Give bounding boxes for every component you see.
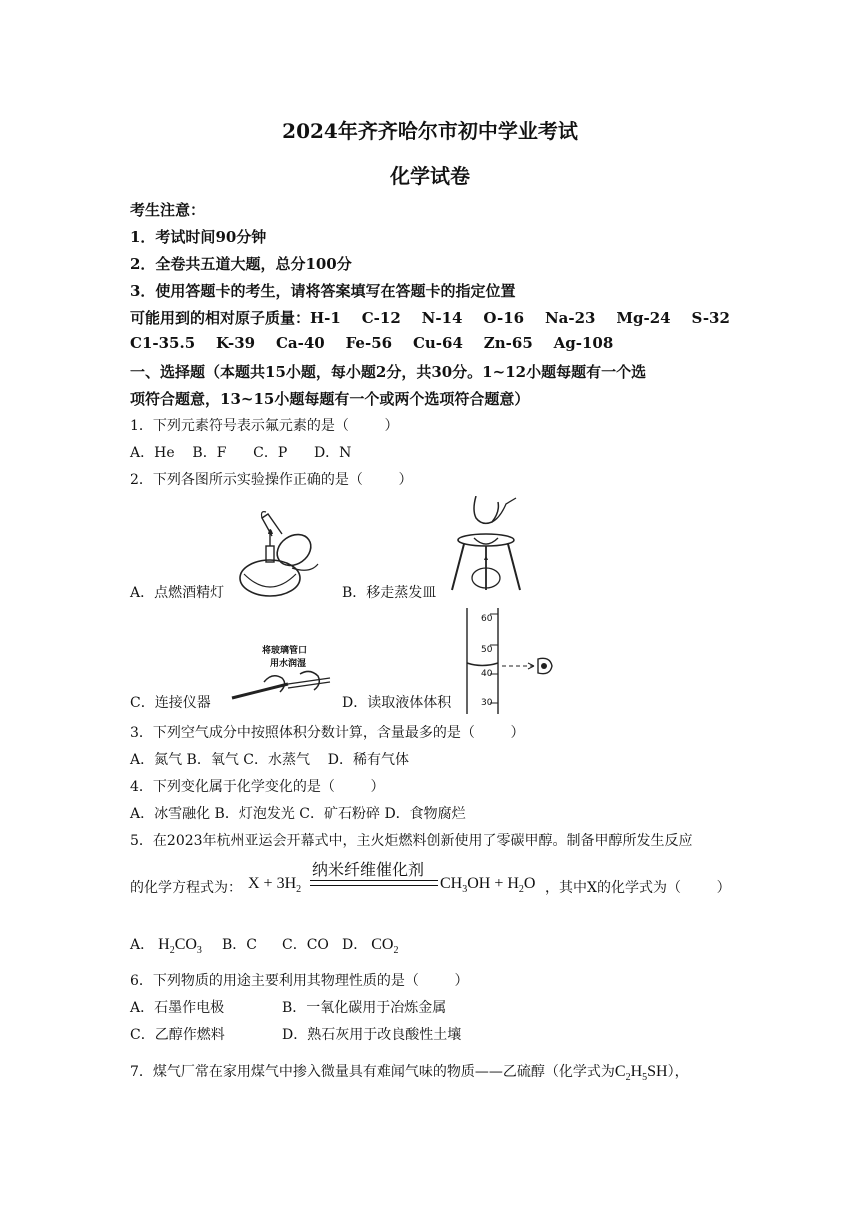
question-6-option-b: B．一氧化碳用于冶炼金属 — [282, 1000, 447, 1016]
question-6-option-c: C．乙醇作燃料 — [130, 1027, 225, 1043]
equation-catalyst: 纳米纤维催化剂 — [312, 860, 425, 879]
cylinder-tick-label: 30 — [481, 698, 493, 708]
notice-item: 2．全卷共五道大题，总分100分 — [130, 255, 352, 273]
question-2-option-c: C．连接仪器 — [130, 695, 211, 711]
question-4-options: A．冰雪融化 B．灯泡发光 C．矿石粉碎 D．食物腐烂 — [130, 806, 466, 822]
equation-reactants: $X + 3H_2$ — [248, 875, 302, 896]
exam-title: 2024年齐齐哈尔市初中学业考试 — [282, 119, 578, 143]
exam-subtitle: 化学试卷 — [390, 164, 470, 188]
section-heading-line2: 项符合题意，13~15小题每题有一个或两个选项符合题意） — [130, 390, 530, 408]
figure-c-label-2: 用水润湿 — [270, 659, 307, 669]
atomic-masses-line1: 可能用到的相对原子质量：H-1 C-12 N-14 O-16 Na-23 Mg-24 S-32 — [130, 309, 730, 327]
alcohol-lamp-figure — [232, 508, 322, 600]
question-5-option-b: B．C — [222, 937, 257, 953]
cylinder-tick-label: 40 — [481, 669, 493, 679]
question-2-option-a: A．点燃酒精灯 — [130, 585, 225, 601]
question-4-stem: 4．下列变化属于化学变化的是（ ） — [130, 779, 385, 795]
question-6-option-a: A．石墨作电极 — [130, 1000, 225, 1016]
question-3-options: A．氮气 B．氧气 C．水蒸气 D．稀有气体 — [130, 752, 410, 768]
question-6-option-d: D．熟石灰用于改良酸性土壤 — [282, 1027, 462, 1043]
question-7-stem: 7．煤气厂常在家用煤气中掺入微量具有难闻气味的物质——乙硫醇（化学式为$C_2H_5SH$）， — [130, 1063, 689, 1084]
question-5-option-a: A． $H_2CO_3$ — [130, 936, 202, 957]
equation-equals-sign — [310, 880, 438, 886]
question-1-options: A．He B．F C．P D．N — [130, 445, 352, 461]
question-5-eq-prefix: 的化学方程式为： — [130, 880, 242, 896]
question-2-option-b: B．移走蒸发皿 — [342, 585, 437, 601]
notice-item: 1．考试时间90分钟 — [130, 228, 267, 246]
question-1-stem: 1．下列元素符号表示氟元素的是（ ） — [130, 418, 399, 434]
question-5-option-d: D． $CO_2$ — [342, 936, 399, 957]
figure-c-label-1: 将玻璃管口 — [262, 646, 308, 656]
graduated-cylinder-figure — [462, 608, 562, 714]
notice-item: 3．使用答题卡的考生，请将答案填写在答题卡的指定位置 — [130, 282, 516, 300]
atomic-masses-line2: C1-35.5 K-39 Ca-40 Fe-56 Cu-64 Zn-65 Ag-108 — [130, 334, 614, 352]
cylinder-tick-label: 50 — [481, 645, 493, 655]
question-5-option-c: C．CO — [282, 937, 329, 953]
question-5-eq-suffix: ，其中X的化学式为（ ） — [545, 880, 731, 896]
section-heading-line1: 一、选择题（本题共15小题，每小题2分，共30分。1~12小题每题有一个选 — [130, 363, 647, 381]
question-2-stem: 2．下列各图所示实验操作正确的是（ ） — [130, 472, 413, 488]
connect-tube-figure — [230, 668, 340, 702]
question-3-stem: 3．下列空气成分中按照体积分数计算，含量最多的是（ ） — [130, 725, 525, 741]
question-5-stem: 5．在2023年杭州亚运会开幕式中，主火炬燃料创新使用了零碳甲醇。制备甲醇所发生反应 — [130, 833, 693, 849]
equation-products: $CH_3OH + H_2O$ — [440, 875, 536, 896]
question-2-option-d: D．读取液体体积 — [342, 695, 452, 711]
notice-heading: 考生注意： — [130, 201, 206, 219]
evaporating-dish-figure — [446, 496, 528, 596]
question-6-stem: 6．下列物质的用途主要利用其物理性质的是（ ） — [130, 973, 469, 989]
cylinder-tick-label: 60 — [481, 614, 493, 624]
